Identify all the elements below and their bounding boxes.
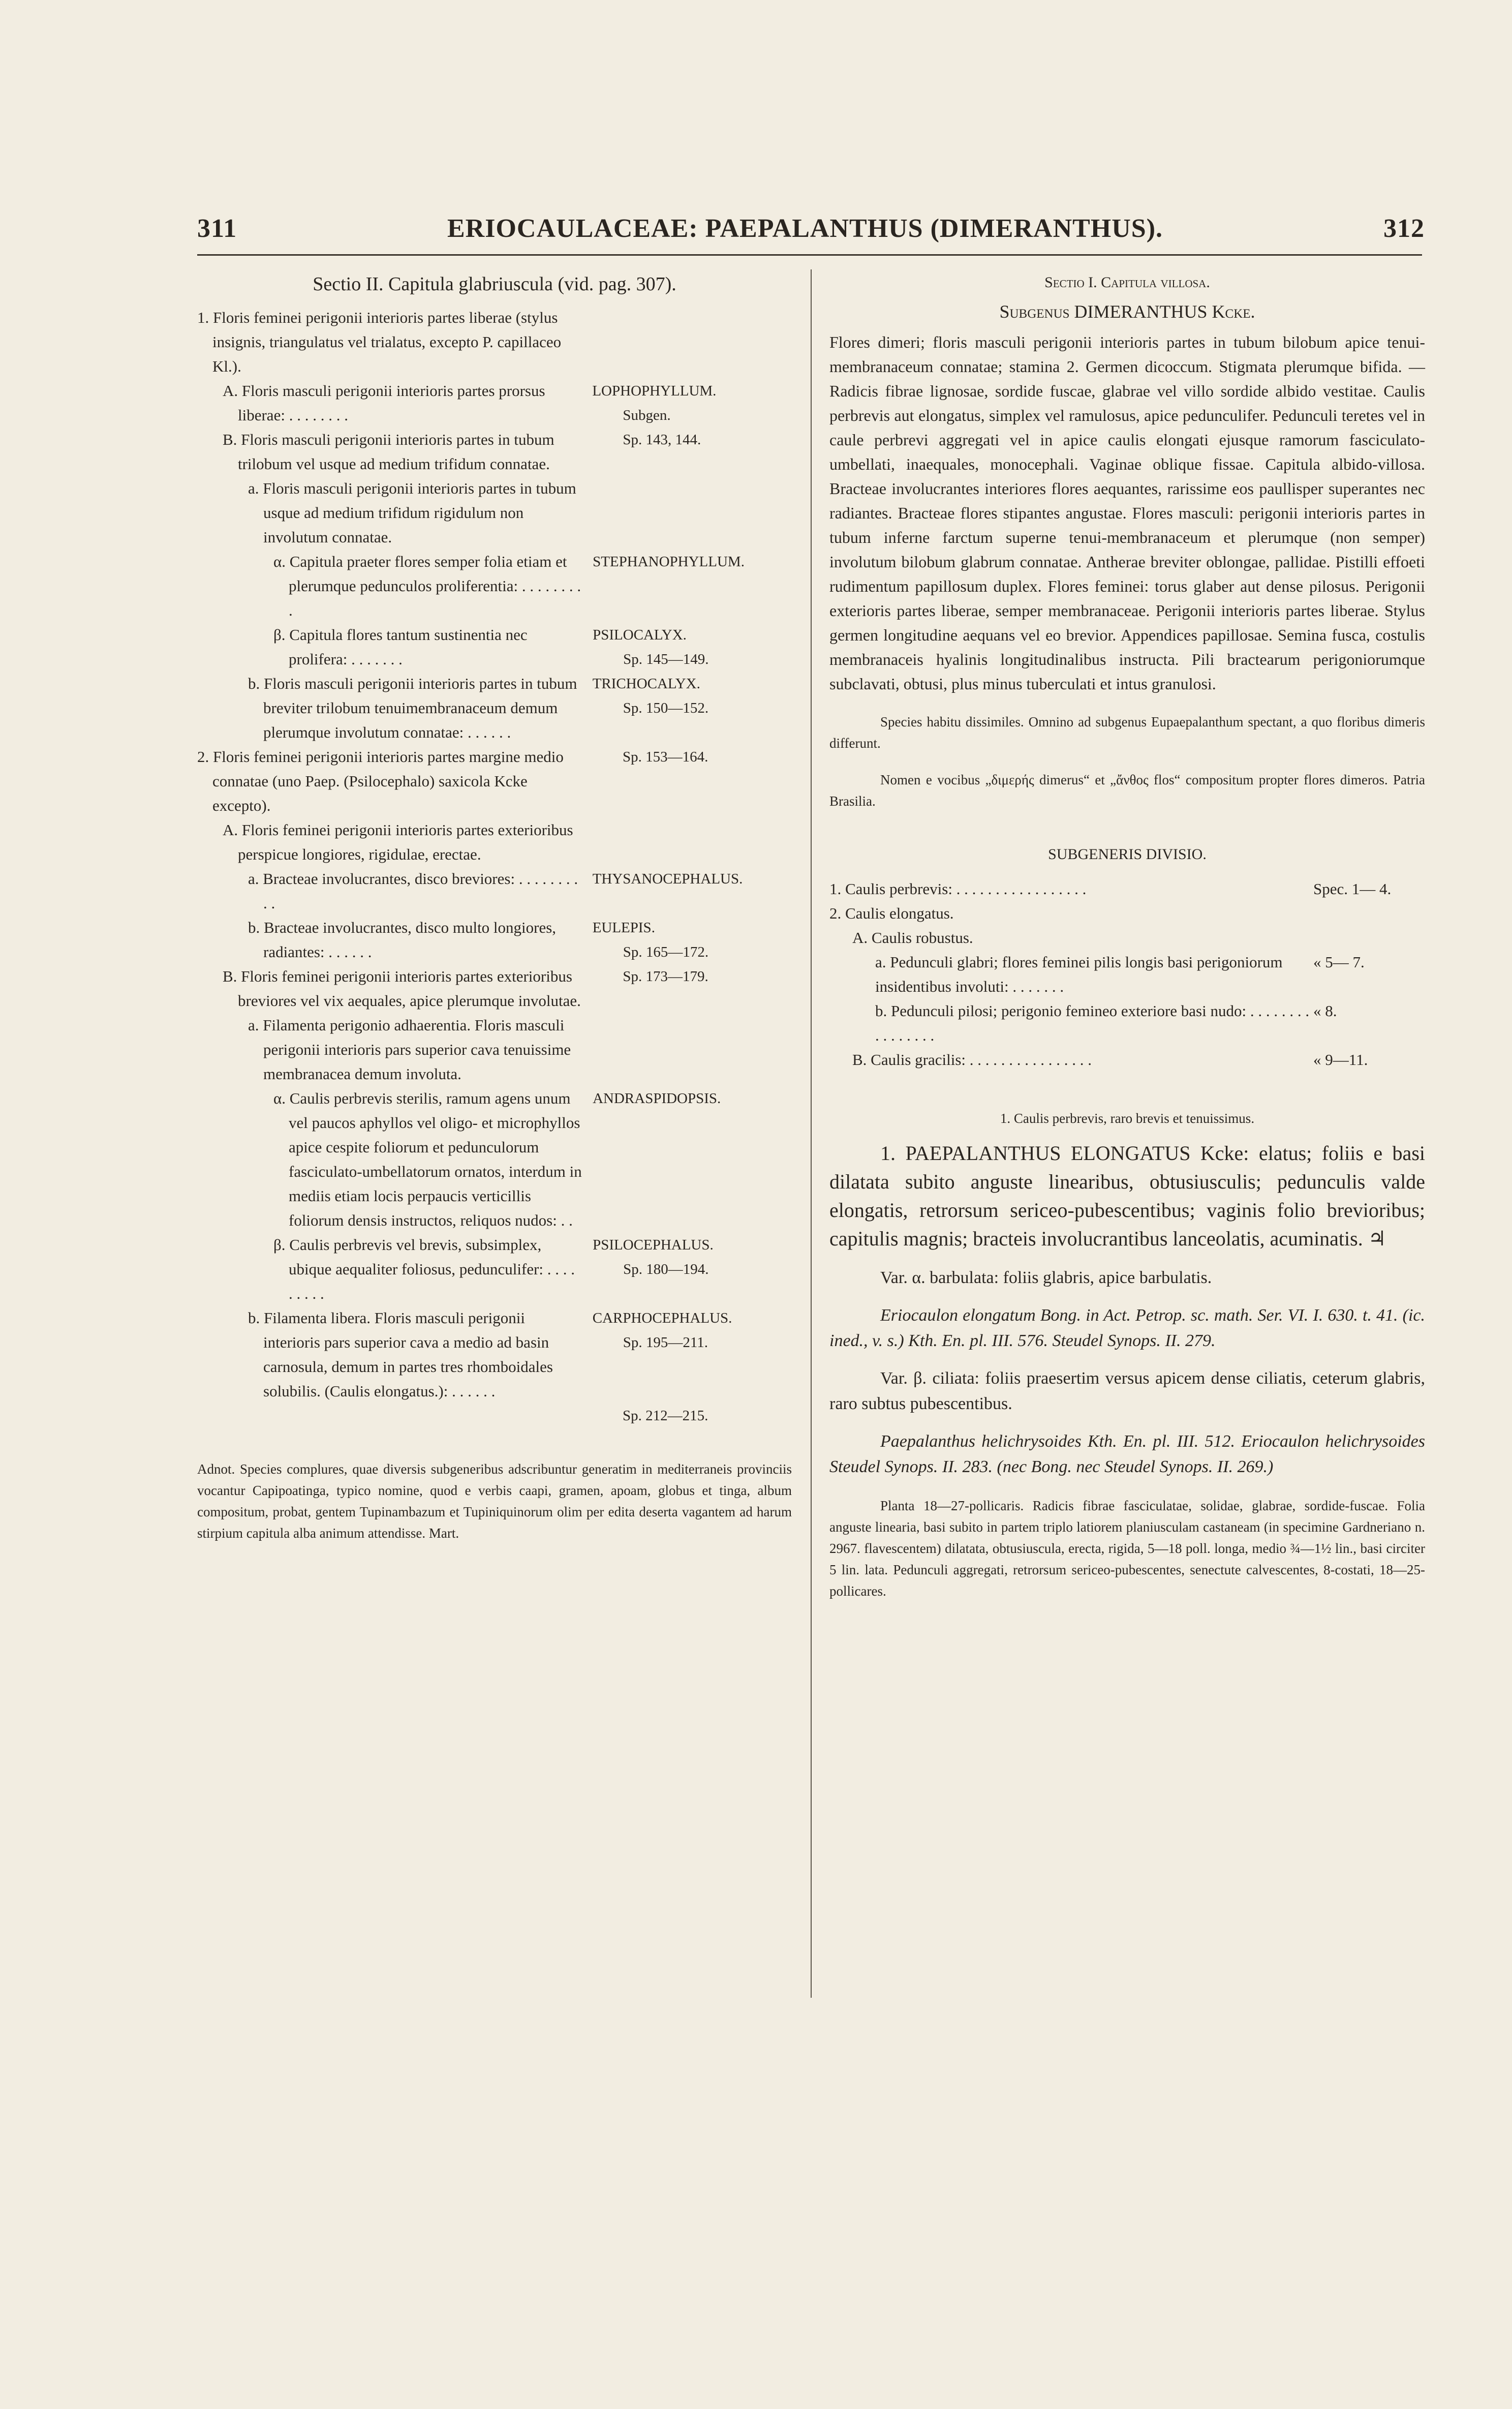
key-text: a. Floris masculi perigonii interioris partes in tubum usque ad medium trifidum rigidulum non involutum connatae. bbox=[248, 479, 576, 546]
key-text: 1. Floris feminei perigonii interioris partes liberae (stylus insignis, triangulatus vel trialatus, excepto P. capillaceo Kl.). bbox=[197, 309, 562, 375]
divisio-species-range: « 8. bbox=[1313, 1002, 1337, 1020]
key-entry bbox=[197, 1013, 792, 1086]
key-entry bbox=[197, 745, 792, 818]
key-entry bbox=[197, 672, 792, 745]
key-entry bbox=[197, 1233, 792, 1306]
key-text: b. Filamenta libera. Floris masculi perigonii interioris pars superior cava a medio ad basin carnosula, demum in partes tres rhomboidales solubilis. (Caulis elongatus.): . . . . . . bbox=[248, 1309, 553, 1400]
running-title: ERIOCAULACEAE: PAEPALANTHUS (DIMERANTHUS). bbox=[447, 214, 1163, 243]
divisio-entry bbox=[829, 901, 1425, 926]
key-text: a. Filamenta perigonio adhaerentia. Floris masculi perigonii interioris pars superior cava tenuissime membranacea demum involuta. bbox=[248, 1016, 571, 1083]
divisio-title: SUBGENERIS DIVISIO. bbox=[1048, 846, 1207, 863]
divisio-text: 1. Caulis perbrevis: . . . . . . . . . . . . . . . . . bbox=[829, 880, 1087, 898]
column-divider bbox=[811, 269, 812, 1998]
subgenus-name: CARPHOCEPHALUS. bbox=[592, 1310, 732, 1326]
group-title: 1. Caulis perbrevis, raro brevis et tenuissimus. bbox=[1000, 1111, 1255, 1126]
synonymy-alpha: Eriocaulon elongatum Bong. in Act. Petrop. sc. math. Ser. VI. I. 630. t. 41. (ic. ined., v. s.) Kth. En. pl. III. 576. Steudel Synops. II. 279. bbox=[829, 1306, 1425, 1350]
subgenus-title: Subgenus DIMERANTHUS Kcke. bbox=[999, 301, 1255, 322]
divisio-entry bbox=[829, 950, 1425, 999]
species-description: 1. PAEPALANTHUS ELONGATUS Kcke: elatus; foliis e basi dilatata subito anguste linearibus, obtusiusculis; pedunculis valde elongatis, retrorsum sericeo-pubescentibus; vaginis folio brevioribus; capitulis magnis; bracteis involucrantibus lanceolatis, acuminatis. ♃ bbox=[829, 1142, 1425, 1250]
key-text: a. Bracteae involucrantes, disco breviores: . . . . . . . . . . bbox=[248, 870, 578, 912]
section-title: Sectio II. Capitula glabriuscula (vid. pag. 307). bbox=[313, 273, 676, 295]
species-range: Sp. 145—149. bbox=[623, 651, 709, 667]
variety-beta: Var. β. ciliata: foliis praesertim versus apicem dense ciliatis, ceterum glabris, raro subtus pubescentibus. bbox=[829, 1369, 1425, 1413]
species-range: Sp. 195—211. bbox=[623, 1334, 708, 1351]
subgenus-key bbox=[197, 306, 792, 1428]
species-range: Sp. 143, 144. bbox=[623, 432, 701, 448]
species-range: Sp. 150—152. bbox=[623, 700, 709, 716]
key-entry bbox=[197, 1404, 792, 1428]
divisio-species-range: « 9—11. bbox=[1313, 1051, 1368, 1069]
species-range: Sp. 153—164. bbox=[623, 749, 708, 765]
subgenus-name: PSILOCEPHALUS. bbox=[593, 1237, 714, 1253]
subgenus-name: THYSANOCEPHALUS. bbox=[592, 871, 743, 887]
page-number-right: 312 bbox=[1383, 214, 1425, 243]
divisio-species-range: Spec. 1— 4. bbox=[1313, 880, 1392, 898]
divisio-species-range bbox=[1313, 901, 1425, 926]
note-etymology: Nomen e vocibus „διμερής dimerus“ et „ἄνθος flos“ compositum propter flores dimeros. Patria Brasilia. bbox=[829, 772, 1425, 809]
key-entry bbox=[197, 428, 792, 476]
key-entry bbox=[197, 623, 792, 672]
species-range: Sp. 173—179. bbox=[623, 968, 708, 985]
key-entry bbox=[197, 916, 792, 964]
key-text: 2. Floris feminei perigonii interioris partes margine medio connatae (uno Paep. (Psilocephalo) saxicola Kcke excepto). bbox=[197, 748, 564, 814]
synonymy-beta: Paepalanthus helichrysoides Kth. En. pl. III. 512. Eriocaulon helichrysoides Steudel Synops. II. 283. (nec Bong. nec Steudel Synops. II. 269.) bbox=[829, 1432, 1425, 1476]
key-text: A. Floris masculi perigonii interioris partes prorsus liberae: . . . . . . . . bbox=[223, 382, 545, 424]
subgenus-name: STEPHANOPHYLLUM. bbox=[593, 554, 745, 570]
key-entry bbox=[197, 476, 792, 550]
divisio-text: b. Pedunculi pilosi; perigonio femineo exteriore basi nudo: . . . . . . . . . . . . . . . . bbox=[875, 1002, 1310, 1044]
note-habit: Species habitu dissimiles. Omnino ad subgenus Eupaepalanthum spectant, a quo floribus dimeris differunt. bbox=[829, 714, 1425, 751]
divisio-entry bbox=[829, 926, 1425, 950]
subgenus-name: LOPHOPHYLLUM. bbox=[592, 383, 717, 399]
key-entry bbox=[197, 1086, 792, 1233]
key-text: β. Capitula flores tantum sustinentia nec prolifera: . . . . . . . bbox=[273, 626, 528, 668]
planta-description: Planta 18—27-pollicaris. Radicis fibrae fasciculatae, solidae, glabrae, sordide-fuscae. Folia anguste linearia, basi subito in partem triplo latiorem planiusculam castaneam (in specimine Gardneriano n. 2967. flavescentem) dilatata, obtusiuscula, erecta, rigida, 5—18 poll. longa, medio ¾—1½ lin., basi circiter 5 lin. lata. Pedunculi aggregati, retrorsum sericeo-pubescentes, senectute calvescentes, 8-costati, 18—25-pollicares. bbox=[829, 1498, 1425, 1599]
divisio-entry bbox=[829, 1048, 1425, 1072]
key-text: α. Capitula praeter flores semper folia etiam et plerumque pedunculos proliferentia: . . . . . . . . . bbox=[273, 553, 581, 619]
key-entry bbox=[197, 379, 792, 428]
key-text: A. Floris feminei perigonii interioris partes exterioribus perspicue longiores, rigidulae, erectae. bbox=[223, 821, 573, 863]
divisio-entry bbox=[829, 999, 1425, 1048]
species-range: Sp. 180—194. bbox=[623, 1261, 709, 1277]
subgenus-description: Flores dimeri; floris masculi perigonii interioris partes in tubum bilobum apice tenui-membranaceum connatae; stamina 2. Germen dicoccum. Stigmata plerumque bifida. — Radicis fibrae lignosae, sordide fuscae, glabrae vel villo sordide albido vestitae. Caulis perbrevis aut elongatus, simplex vel ramulosus, apice pedunculifer. Pedunculi teretes vel in caule perbrevi aggregati vel in apice caulis elongati ejusque ramorum fasciculato-umbellati, inaequales, monocephali. Vaginae oblique fissae. Capitula albido-villosa. Bracteae involucrantes interiores flores aequantes, rarissime eos paullisper superantes nec radiantes. Bracteae flores stipantes angustae. Flores masculi: perigonii interioris partes in tubum inferne farctum superne tenui-membranaceum et plerumque (non semper) involutum bilobum glabrum connatae. Antherae breviter oblongae, pallidae. Pistilli effoeti rudimentum papillosum duplex. Flores feminei: torus glaber aut dense pilosus. Perigonii exterioris partes liberae, semper membranaceae. Perigonii interioris partes liberae. Stylus germen longitudine aequans vel eo brevior. Appendices papillosae. Semina fusca, costulis membranaceis hyalinis longitudinalibus instructa. Pili bractearum perigoniorumque subclavati, obtusi, plus minus tuberculati et intus granulosi. bbox=[829, 333, 1425, 693]
variety-alpha: Var. α. barbulata: foliis glabris, apice barbulatis. bbox=[880, 1268, 1212, 1287]
key-text: b. Floris masculi perigonii interioris partes in tubum breviter trilobum tenuimembranaceum demum plerumque involutum connatae: . . . . . . bbox=[248, 675, 577, 741]
key-entry bbox=[197, 550, 792, 623]
key-entry bbox=[197, 964, 792, 1013]
adnotation: Adnot. Species complures, quae diversis subgeneribus adscribuntur generatim in mediterraneis provinciis vocantur Capipoatinga, typico nomine, quod e verbis caapi, gramen, apoam, globus et tinga, album compositum, probat, gentem Tupinambazum et Tupiniquinorum olim per edita deserta vagantem ad harum stirpium capitula alba animum attendisse. Mart. bbox=[197, 1461, 792, 1541]
species-range: Sp. 212—215. bbox=[623, 1408, 708, 1424]
divisio-text: B. Caulis gracilis: . . . . . . . . . . . . . . . . bbox=[852, 1051, 1092, 1069]
right-column bbox=[829, 272, 1425, 1602]
subgenus-name: EULEPIS. bbox=[592, 920, 655, 936]
key-text: B. Floris masculi perigonii interioris partes in tubum trilobum vel usque ad medium trifidum connatae. bbox=[223, 431, 554, 473]
section-title-right: Sectio I. Capitula villosa. bbox=[1044, 274, 1210, 291]
key-text: B. Floris feminei perigonii interioris partes exterioribus breviores vel vix aequales, apice plerumque involutae. bbox=[223, 967, 581, 1010]
header-rule bbox=[197, 254, 1422, 256]
page-number-left: 311 bbox=[197, 214, 237, 243]
key-entry bbox=[197, 1306, 792, 1404]
subgenus-name: PSILOCALYX. bbox=[593, 627, 687, 643]
subgenus-name: ANDRASPIDOPSIS. bbox=[593, 1090, 721, 1107]
species-range: Sp. 165—172. bbox=[623, 944, 709, 960]
species-range: Subgen. bbox=[623, 407, 671, 423]
divisio-text: 2. Caulis elongatus. bbox=[829, 904, 954, 922]
key-entry bbox=[197, 818, 792, 867]
key-text: b. Bracteae involucrantes, disco multo longiores, radiantes: . . . . . . bbox=[248, 919, 557, 961]
divisio-key bbox=[829, 877, 1425, 1072]
key-text: α. Caulis perbrevis sterilis, ramum agens unum vel paucos aphyllos vel oligo- et microphyllos apice cespite foliorum et pedunculorum fasciculato-umbellatorum ornatos, interdum in mediis etiam locis perpaucis verticillis foliorum densis instructos, reliquos nudos: . . bbox=[273, 1089, 582, 1229]
divisio-entry bbox=[829, 877, 1425, 901]
key-entry bbox=[197, 867, 792, 916]
divisio-species-range: « 5— 7. bbox=[1313, 953, 1365, 971]
key-text bbox=[212, 1404, 582, 1428]
key-text: β. Caulis perbrevis vel brevis, subsimplex, ubique aequaliter foliosus, pedunculifer: . . . . . . . . . bbox=[273, 1236, 575, 1302]
divisio-species-range bbox=[1313, 926, 1425, 950]
subgenus-name: TRICHOCALYX. bbox=[592, 676, 700, 692]
key-entry bbox=[197, 306, 792, 379]
divisio-text: A. Caulis robustus. bbox=[852, 929, 973, 947]
left-column bbox=[197, 272, 792, 1544]
divisio-text: a. Pedunculi glabri; flores feminei pilis longis basi perigoniorum insidentibus involuti: . . . . . . . bbox=[875, 953, 1283, 995]
